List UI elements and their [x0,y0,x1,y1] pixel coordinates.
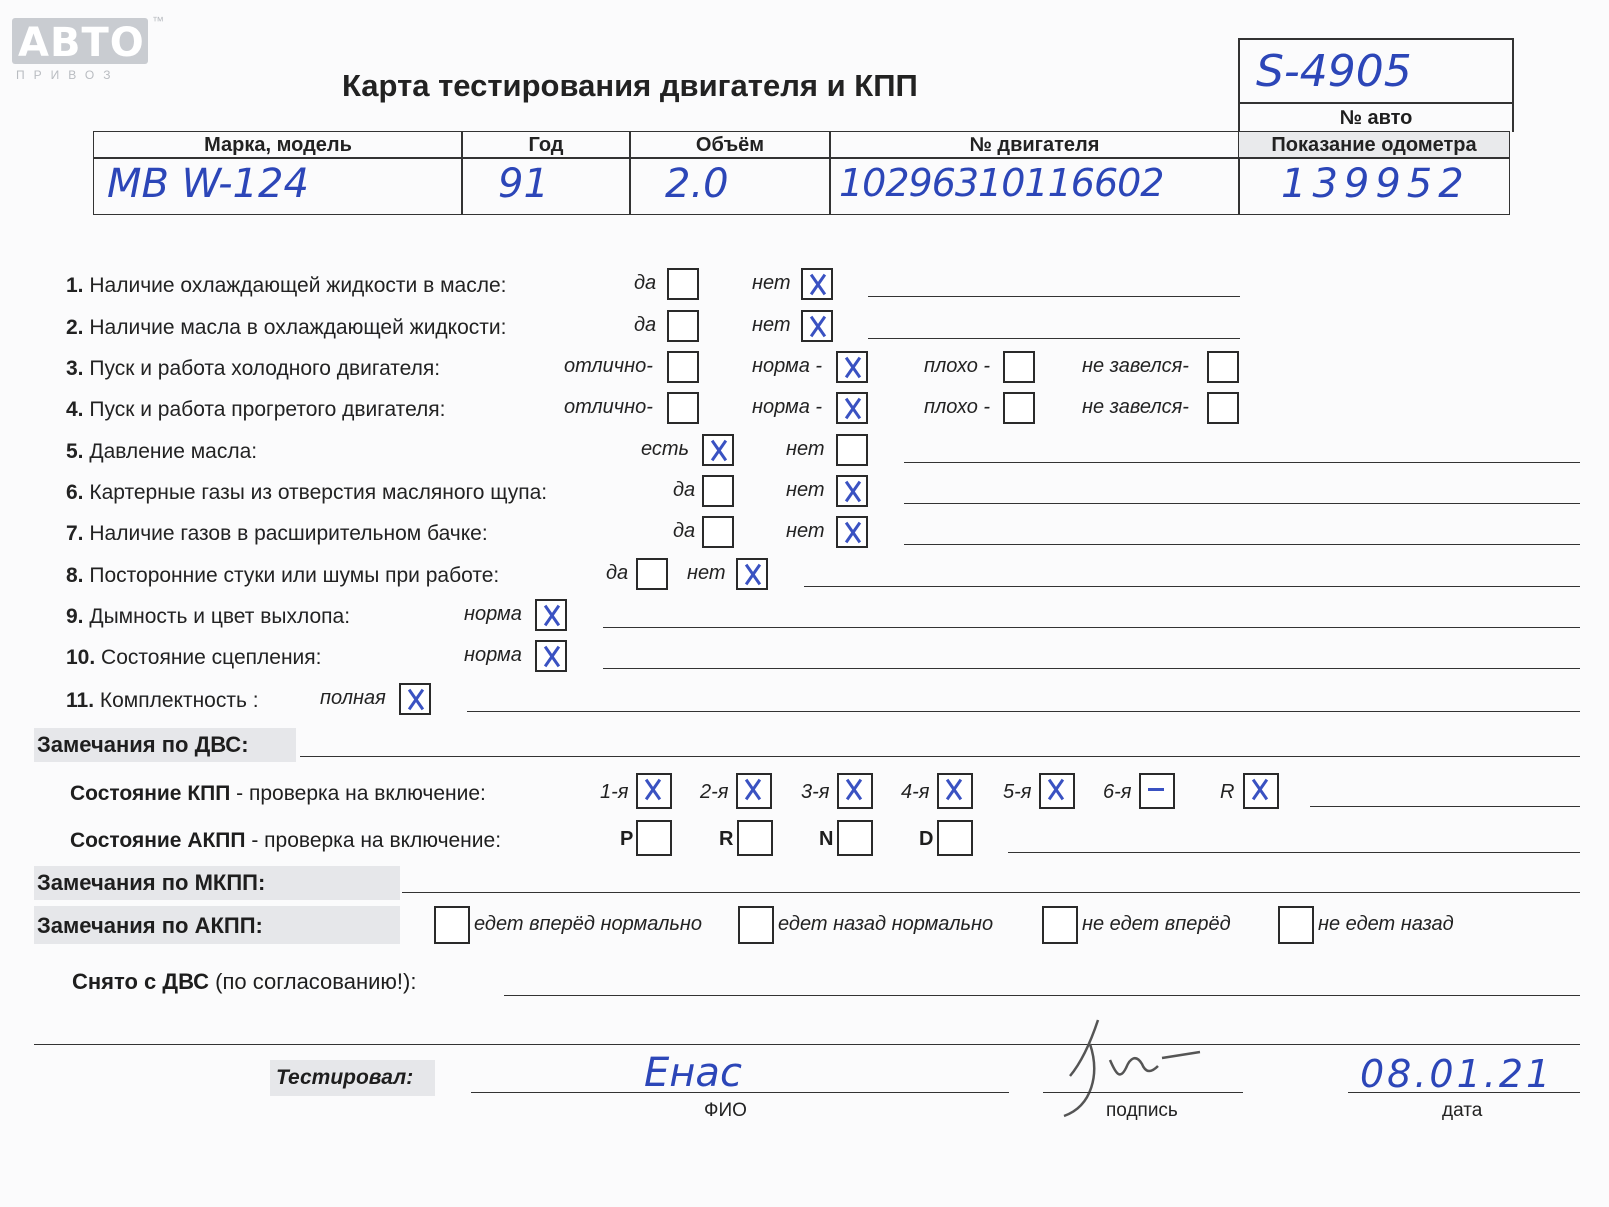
q8-yes-checkbox[interactable] [636,558,668,590]
gear-label: 6-я [1103,781,1132,803]
option-label: не завелся- [1082,355,1189,377]
option-label: норма - [752,396,823,418]
q6-no-checkbox[interactable] [836,475,868,507]
col-header-model: Марка, модель [204,134,352,156]
gear-1-checkbox[interactable] [636,773,672,809]
q5-notes-line [904,462,1580,463]
header-table [93,131,1510,215]
car-number-label: № авто [1238,102,1514,132]
question-6: 6. Картерные газы из отверстия масляного щупа: [66,481,548,504]
option-label: да [673,520,696,542]
q1-no-checkbox[interactable] [801,268,833,300]
kpp-label: Состояние КПП - проверка на включение: [70,782,486,805]
option-label: плохо - [924,396,991,418]
q3-not-started-checkbox[interactable] [1207,351,1239,383]
test-date: 08.01.21 [1360,1052,1554,1096]
tester-name: Енас [644,1050,742,1096]
akpp-mode-label: D [919,828,934,850]
q8-notes-line [804,586,1580,587]
akpp-remark-option: едет вперёд нормально [474,913,703,935]
gear-5-checkbox[interactable] [1039,773,1075,809]
date-caption: дата [1442,1100,1483,1121]
option-label: норма - [752,355,823,377]
value-volume: 2.0 [665,161,729,207]
option-label: полная [320,687,386,709]
q7-notes-line [904,544,1580,545]
kpp-notes-line [1310,806,1580,807]
option-label: плохо - [924,355,991,377]
question-2: 2. Наличие масла в охлаждающей жидкости: [66,316,507,339]
akpp-label: Состояние АКПП - проверка на включение: [70,829,502,852]
remarks-mkpp-line [402,892,1580,893]
question-7: 7. Наличие газов в расширительном бачке: [66,522,488,545]
option-label: отлично- [564,396,653,418]
question-1: 1. Наличие охлаждающей жидкости в масле: [66,274,507,297]
signature-caption: подпись [1106,1100,1178,1121]
q5-absent-checkbox[interactable] [836,434,868,466]
option-label: нет [752,314,791,336]
tested-by-label: Тестировал: [276,1066,414,1089]
question-11: 11. Комплектность : [66,689,259,712]
gear-label: 2-я [700,781,729,803]
removed-line [504,995,1580,996]
akpp-remark-option: не едет назад [1318,913,1454,935]
q2-no-checkbox[interactable] [801,310,833,342]
value-year: 91 [498,161,549,207]
q9-notes-line [603,627,1580,628]
akpp-remark-option: не едет вперёд [1082,913,1231,935]
q7-yes-checkbox[interactable] [702,516,734,548]
question-3: 3. Пуск и работа холодного двигателя: [66,357,441,380]
q11-notes-line [467,711,1580,712]
col-header-volume: Объём [695,134,765,156]
question-8: 8. Посторонние стуки или шумы при работе: [66,564,500,587]
reverse-ok-checkbox[interactable] [738,906,774,944]
gear-4-checkbox[interactable] [937,773,973,809]
date-line [1348,1092,1580,1093]
no-reverse-checkbox[interactable] [1278,906,1314,944]
name-caption: ФИО [704,1100,747,1121]
name-line [471,1092,1009,1093]
option-label: нет [786,520,825,542]
akpp-n-checkbox[interactable] [837,820,873,856]
gear-label: 1-я [600,781,629,803]
value-model: MB W-124 [107,161,309,207]
q6-yes-checkbox[interactable] [702,475,734,507]
option-label: да [634,272,657,294]
option-label: да [606,562,629,584]
remarks-engine-label: Замечания по ДВС: [37,732,249,757]
question-10: 10. Состояние сцепления: [66,646,322,669]
gear-label: 3-я [801,781,830,803]
q3-excellent-checkbox[interactable] [667,351,699,383]
q9-normal-checkbox[interactable] [535,599,567,631]
gear-label: 5-я [1003,781,1032,803]
option-label: нет [786,438,825,460]
page-title: Карта тестирования двигателя и КПП [342,68,918,103]
akpp-r-checkbox[interactable] [737,820,773,856]
q5-present-checkbox[interactable] [702,434,734,466]
akpp-p-checkbox[interactable] [636,820,672,856]
option-label: отлично- [564,355,653,377]
no-forward-checkbox[interactable] [1042,906,1078,944]
q10-normal-checkbox[interactable] [535,640,567,672]
q8-no-checkbox[interactable] [736,558,768,590]
col-header-engine-number: № двигателя [969,134,1100,156]
option-label: да [673,479,696,501]
option-label: нет [687,562,726,584]
value-engine-number: 10296310116602 [839,161,1164,205]
q7-no-checkbox[interactable] [836,516,868,548]
gear-reverse-checkbox[interactable] [1243,773,1279,809]
q1-yes-checkbox[interactable] [667,268,699,300]
q4-bad-checkbox[interactable] [1003,392,1035,424]
q10-notes-line [603,668,1580,669]
logo-text: АВТО [18,20,145,66]
question-4: 4. Пуск и работа прогретого двигателя: [66,398,446,421]
q4-excellent-checkbox[interactable] [667,392,699,424]
akpp-mode-label: P [620,828,634,850]
remarks-akpp-label: Замечания по АКПП: [37,913,263,938]
akpp-mode-label: N [819,828,834,850]
question-5: 5. Давление масла: [66,440,258,463]
removed-line-2 [34,1044,1580,1045]
gear-3-checkbox[interactable] [837,773,873,809]
option-label: нет [786,479,825,501]
avtoprivoz-logo [12,14,164,82]
q2-yes-checkbox[interactable] [667,310,699,342]
gear-label: R [1220,781,1235,803]
q3-normal-checkbox[interactable] [836,351,868,383]
remarks-mkpp-label: Замечания по МКПП: [37,870,266,895]
option-label: норма [464,644,522,666]
q4-normal-checkbox[interactable] [836,392,868,424]
gear-6-checkbox[interactable] [1139,773,1175,809]
remarks-engine-line [300,756,1580,757]
q4-not-started-checkbox[interactable] [1207,392,1239,424]
logo-subtitle: ПРИВОЗ [16,68,120,82]
akpp-notes-line [1008,852,1580,853]
akpp-d-checkbox[interactable] [937,820,973,856]
car-number-box [1238,38,1514,104]
car-number-value: S-4905 [1256,46,1412,97]
q3-bad-checkbox[interactable] [1003,351,1035,383]
value-odometer: 139952 [1281,161,1470,207]
signature-line [1043,1092,1243,1093]
q11-complete-checkbox[interactable] [399,683,431,715]
logo-tm: ™ [152,14,164,28]
q1-notes-line [868,296,1240,297]
akpp-remark-option: едет назад нормально [778,913,994,935]
question-9: 9. Дымность и цвет выхлопа: [66,605,351,628]
col-header-odometer: Показание одометра [1271,134,1477,156]
forward-ok-checkbox[interactable] [434,906,470,944]
gear-label: 4-я [901,781,930,803]
q2-notes-line [868,338,1240,339]
option-label: да [634,314,657,336]
akpp-mode-label: R [719,828,734,850]
option-label: норма [464,603,522,625]
option-label: нет [752,272,791,294]
option-label: есть [641,438,690,460]
option-label: не завелся- [1082,396,1189,418]
q6-notes-line [904,503,1580,504]
removed-label: Снято с ДВС (по согласованию!): [72,969,417,994]
col-header-year: Год [528,134,564,156]
gear-2-checkbox[interactable] [736,773,772,809]
